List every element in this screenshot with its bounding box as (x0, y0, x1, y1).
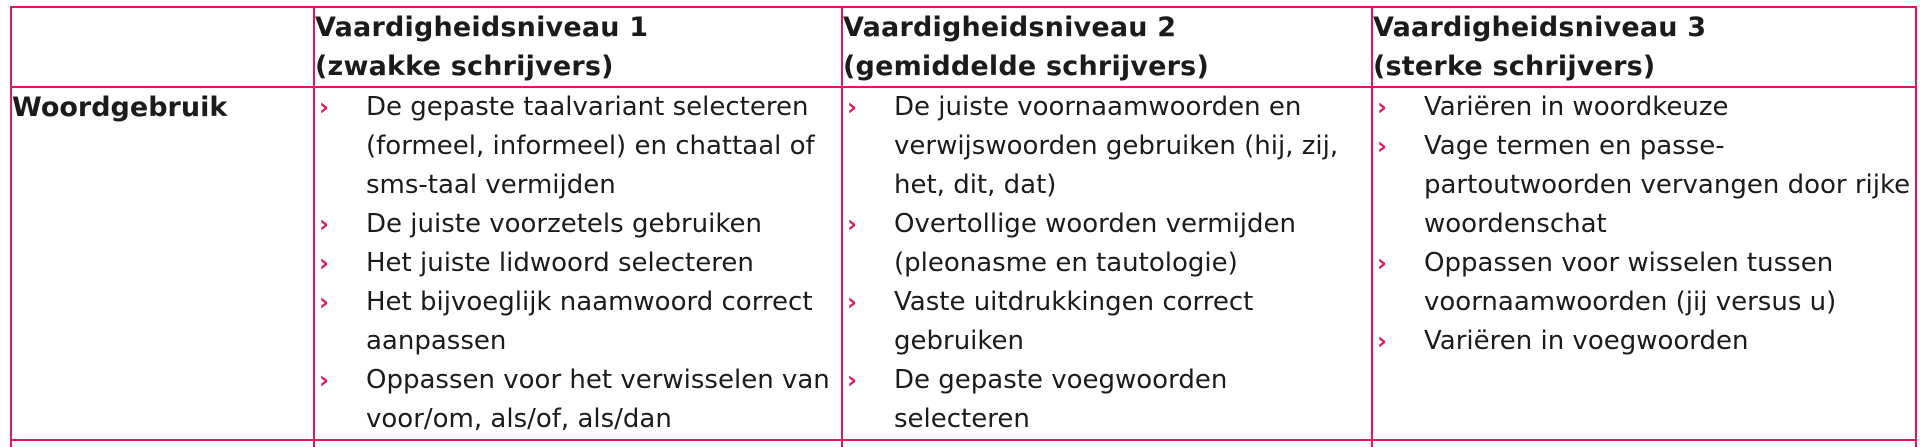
level-3-list (1373, 88, 1915, 361)
level-2-cell (842, 87, 1372, 440)
list-item (315, 88, 841, 205)
header-level-1-text: Vaardigheidsniveau 1 (zwakke schrijvers) (315, 12, 649, 82)
list-item (315, 283, 841, 361)
chevron-right-icon: › (1377, 327, 1387, 355)
stub-cell (11, 440, 314, 447)
chevron-right-icon: › (319, 366, 329, 394)
header-empty-cell (11, 7, 314, 87)
list-item-text: De juiste voornaamwoorden en verwijswoorden gebruiken (hij, zij, het, dit, dat) (894, 92, 1339, 200)
header-level-1 (314, 7, 842, 87)
chevron-right-icon: › (319, 93, 329, 121)
list-item-text: Oppassen voor het verwisselen van voor/om, als/of, als/dan (366, 365, 830, 434)
row-label: Woordgebruik (12, 92, 228, 123)
level-1-list (315, 88, 841, 439)
chevron-right-icon: › (319, 249, 329, 277)
stub-cell (1372, 440, 1916, 447)
stub-cell (314, 440, 842, 447)
list-item-text: De gepaste taalvariant selecteren (formeel, informeel) en chattaal of sms-taal vermijden (366, 92, 815, 200)
list-item-text: Variëren in voegwoorden (1424, 326, 1749, 356)
list-item (1373, 244, 1915, 322)
chevron-right-icon: › (847, 210, 857, 238)
list-item (843, 361, 1371, 439)
chevron-right-icon: › (847, 93, 857, 121)
list-item (1373, 88, 1915, 127)
level-1-cell (314, 87, 842, 440)
list-item-text: Vaste uitdrukkingen correct gebruiken (894, 287, 1254, 356)
list-item (315, 205, 841, 244)
stub-cell (842, 440, 1372, 447)
chevron-right-icon: › (847, 288, 857, 316)
list-item-text: Variëren in woordkeuze (1424, 92, 1729, 122)
list-item-text: Het bijvoeglijk naamwoord correct aanpassen (366, 287, 813, 356)
table-row-stub (11, 440, 1916, 447)
chevron-right-icon: › (1377, 132, 1387, 160)
header-level-3 (1372, 7, 1916, 87)
header-level-2 (842, 7, 1372, 87)
list-item (843, 283, 1371, 361)
chevron-right-icon: › (319, 210, 329, 238)
chevron-right-icon: › (1377, 249, 1387, 277)
header-level-2-text: Vaardigheidsniveau 2 (gemiddelde schrijvers) (843, 12, 1209, 82)
skills-table (10, 6, 1917, 447)
chevron-right-icon: › (1377, 93, 1387, 121)
list-item (1373, 127, 1915, 244)
header-level-3-text: Vaardigheidsniveau 3 (sterke schrijvers) (1373, 12, 1707, 82)
list-item-text: De juiste voorzetels gebruiken (366, 209, 762, 239)
list-item-text: Vage termen en passe-partoutwoorden vervangen door rijke woordenschat (1424, 131, 1911, 239)
level-2-list (843, 88, 1371, 439)
list-item-text: Oppassen voor wisselen tussen voornaamwoorden (jij versus u) (1424, 248, 1837, 317)
list-item (1373, 322, 1915, 361)
table-row (11, 87, 1916, 440)
list-item (315, 361, 841, 439)
list-item-text: De gepaste voegwoorden selecteren (894, 365, 1228, 434)
header-row (11, 7, 1916, 87)
list-item (843, 205, 1371, 283)
row-label-cell (11, 87, 314, 440)
list-item (315, 244, 841, 283)
level-3-cell (1372, 87, 1916, 440)
list-item-text: Het juiste lidwoord selecteren (366, 248, 754, 278)
list-item (843, 88, 1371, 205)
list-item-text: Overtollige woorden vermijden (pleonasme en tautologie) (894, 209, 1296, 278)
chevron-right-icon: › (319, 288, 329, 316)
chevron-right-icon: › (847, 366, 857, 394)
